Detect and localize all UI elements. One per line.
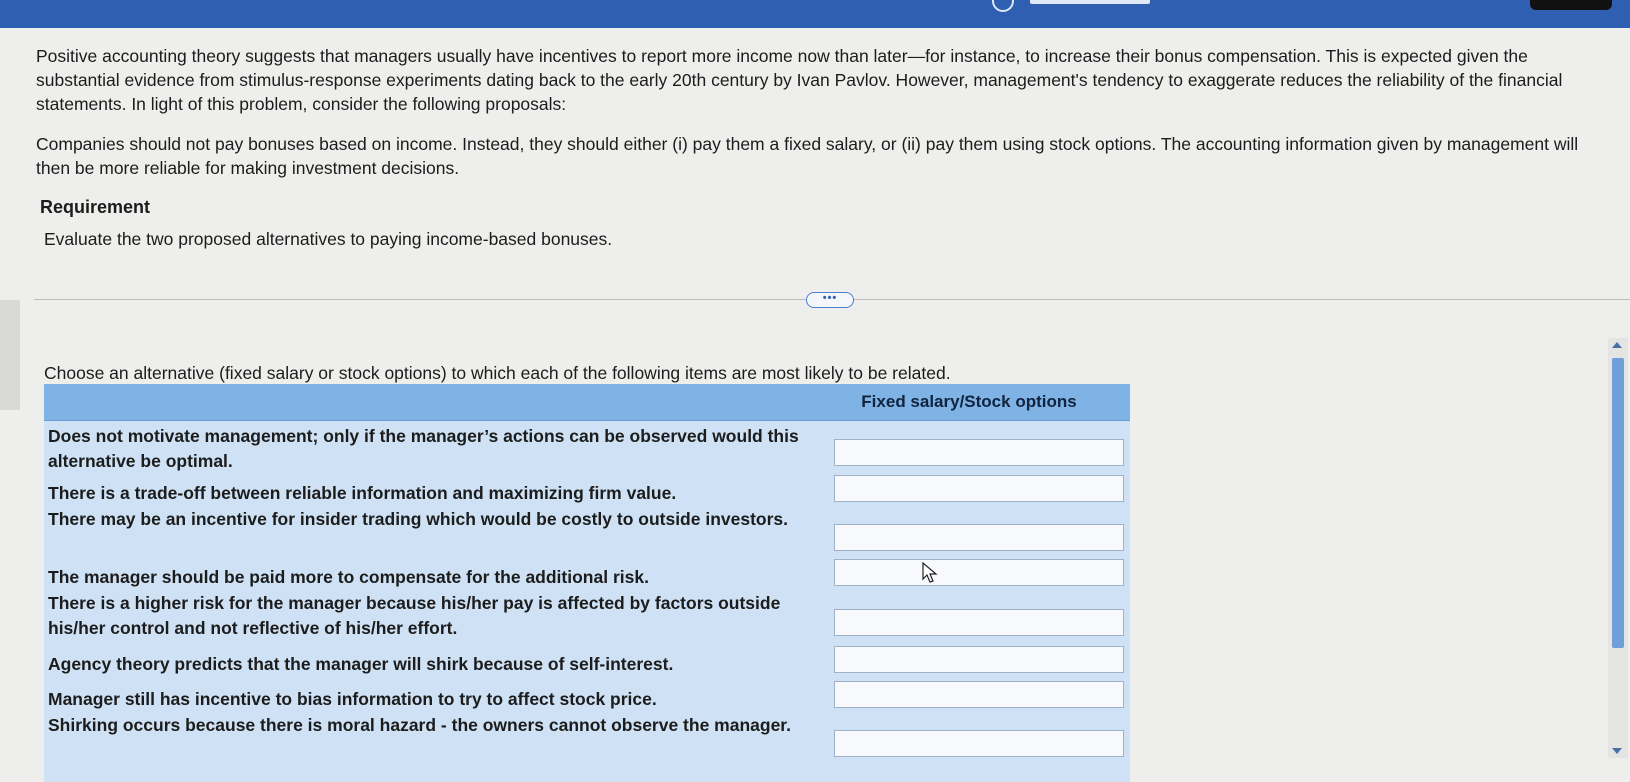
requirement-title: Requirement [40,197,151,217]
answer-box-row-6[interactable] [834,646,1124,673]
header-button[interactable] [1530,0,1612,10]
expand-more-button[interactable]: ••• [806,292,854,308]
requirement-text: Evaluate the two proposed alternatives to paying income-based bonuses. [44,229,613,249]
answer-box-row-4[interactable] [834,559,1124,586]
mouse-pointer-icon [922,562,938,584]
problem-paragraph-2: Companies should not pay bonuses based on income. Instead, they should either (i) pay them a fixed salary, or (ii) pay them using stock options. The accounting information given by management will then be more reliable for making investment decisions. [36,134,1579,178]
column-header-fixed-salary-stock-options: Fixed salary/Stock options [861,392,1077,411]
table-row-5-text: There is a higher risk for the manager because his/her pay is affected by factors outside his/her control and not reflective of his/her effort. [48,593,781,638]
scroll-down-arrow-icon[interactable] [1612,748,1622,754]
left-panel-edge [0,300,20,410]
answer-box-row-8[interactable] [834,730,1124,757]
vertical-scrollbar[interactable] [1608,338,1628,758]
scrollbar-thumb[interactable] [1612,358,1624,648]
answer-box-row-7[interactable] [834,681,1124,708]
scroll-up-arrow-icon[interactable] [1612,342,1622,348]
table-header [44,384,1130,421]
top-bar [0,0,1630,28]
answer-box-row-2[interactable] [834,475,1124,502]
table-row-1-text: Does not motivate management; only if the manager’s actions can be observed would this alternative be optimal. [48,426,799,471]
header-text-fragment [1030,0,1150,4]
answer-box-row-1[interactable] [834,439,1124,466]
problem-paragraph-1: Positive accounting theory suggests that managers usually have incentives to report more income now than later—for instance, to increase their bonus compensation. This is expected given the substantial evidence from stimulus-response experiments dating back to the early 20th century by Ivan Pavlov. However, management's tendency to exaggerate reduces the reliability of the financial statements. In light of this problem, consider the following proposals: [36,46,1563,114]
table-row-4-text: The manager should be paid more to compensate for the additional risk. [48,567,649,587]
table-row-2-text: There is a trade-off between reliable information and maximizing firm value. [48,483,677,503]
progress-circle-icon [992,0,1014,12]
answer-table [44,384,1130,782]
instruction-text: Choose an alternative (fixed salary or stock options) to which each of the following items are most likely to be related. [44,363,951,383]
answer-box-row-3[interactable] [834,524,1124,551]
problem-statement [36,44,1606,196]
table-row-8-text: Shirking occurs because there is moral hazard - the owners cannot observe the manager. [48,715,792,735]
table-row-6-text: Agency theory predicts that the manager will shirk because of self-interest. [48,654,674,674]
table-row-7-text: Manager still has incentive to bias information to try to affect stock price. [48,689,657,709]
answer-box-row-5[interactable] [834,609,1124,636]
table-row-3-text: There may be an incentive for insider trading which would be costly to outside investors. [48,509,789,529]
